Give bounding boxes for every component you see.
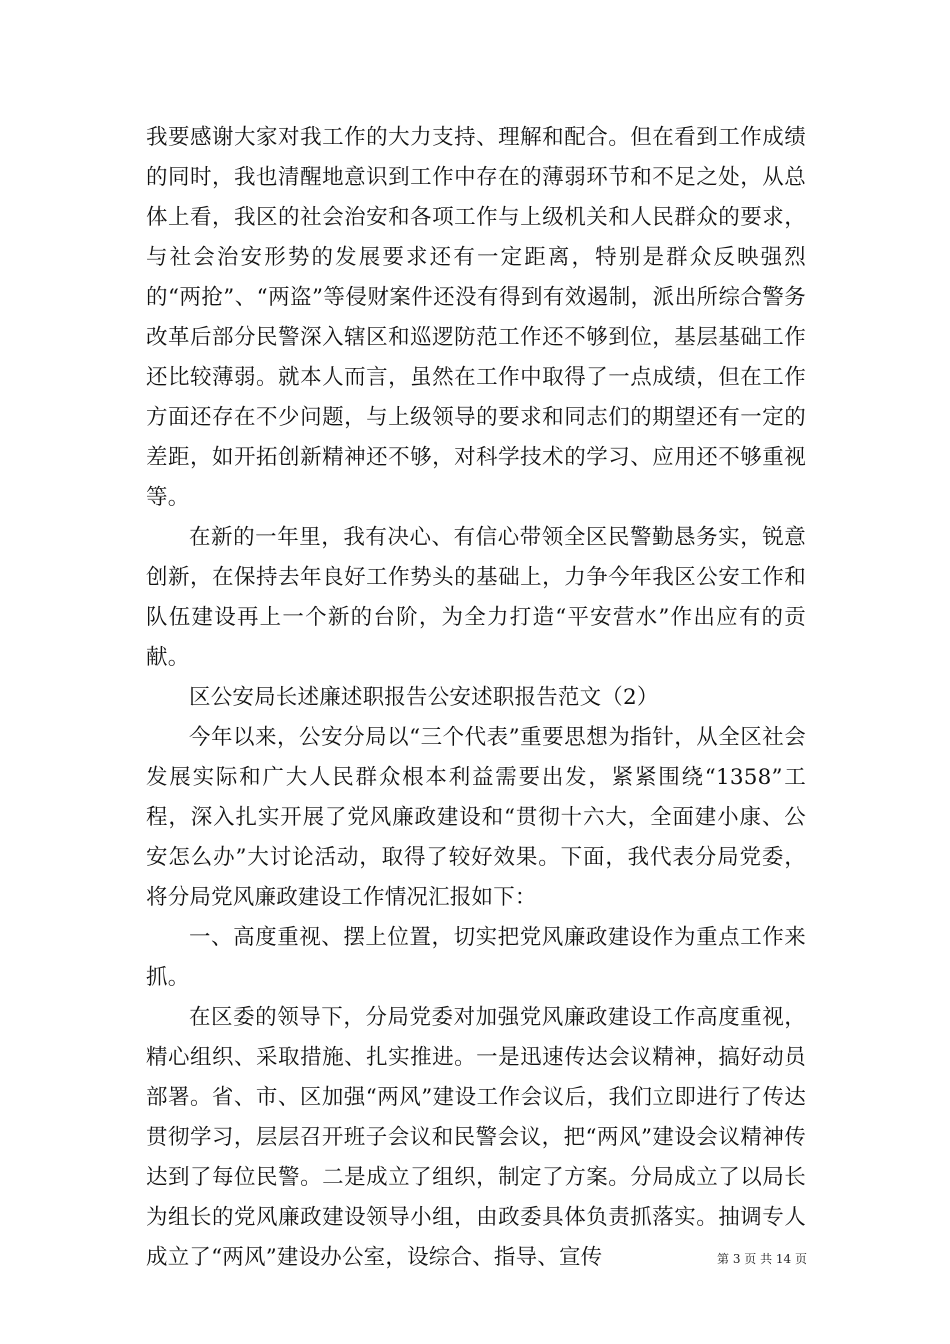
page-number-footer: 第 3 页 共 14 页	[717, 1252, 807, 1266]
subheading-1: 一、高度重视、摆上位置，切实把党风廉政建设作为重点工作来抓。	[146, 925, 806, 990]
paragraph-3: 今年以来，公安分局以“三个代表”重要思想为指针，从全区社会发展实际和广大人民群众根本利益需要出发，紧紧围绕“1358”工程，深入扎实开展了党风廉政建设和“贯彻十六大，全面建小康、公安怎么办”大讨论活动，取得了较好效果。下面，我代表分局党委，将分局党风廉政建设工作情况汇报如下：	[146, 725, 806, 910]
paragraph-2: 在新的一年里，我有决心、有信心带领全区民警勤恳务实，锐意创新，在保持去年良好工作势头的基础上，力争今年我区公安工作和队伍建设再上一个新的台阶，为全力打造“平安营水”作出应有的贡献。	[146, 525, 806, 670]
paragraph-4: 在区委的领导下，分局党委对加强党风廉政建设工作高度重视，精心组织、采取措施、扎实推进。一是迅速传达会议精神，搞好动员部署。省、市、区加强“两风”建设工作会议后，我们立即进行了传达贯彻学习，层层召开班子会议和民警会议，把“两风”建设会议精神传达到了每位民警。二是成立了组织，制定了方案。分局成立了以局长为组长的党风廉政建设领导小组，由政委具体负责抓落实。抽调专人成立了“两风”建设办公室，设综合、指导、宣传	[146, 1005, 806, 1270]
section-heading: 区公安局长述廉述职报告公安述职报告范文（2）	[189, 685, 659, 710]
document-body	[146, 118, 806, 1278]
paragraph-1: 我要感谢大家对我工作的大力支持、理解和配合。但在看到工作成绩的同时，我也清醒地意识到工作中存在的薄弱环节和不足之处，从总体上看，我区的社会治安和各项工作与上级机关和人民群众的要求，与社会治安形势的发展要求还有一定距离，特别是群众反映强烈的“两抢”、“两盗”等侵财案件还没有得到有效遏制，派出所综合警务改革后部分民警深入辖区和巡逻防范工作还不够到位，基层基础工作还比较薄弱。就本人而言，虽然在工作中取得了一点成绩，但在工作方面还存在不少问题，与上级领导的要求和同志们的期望还有一定的差距，如开拓创新精神还不够，对科学技术的学习、应用还不够重视等。	[146, 125, 806, 510]
